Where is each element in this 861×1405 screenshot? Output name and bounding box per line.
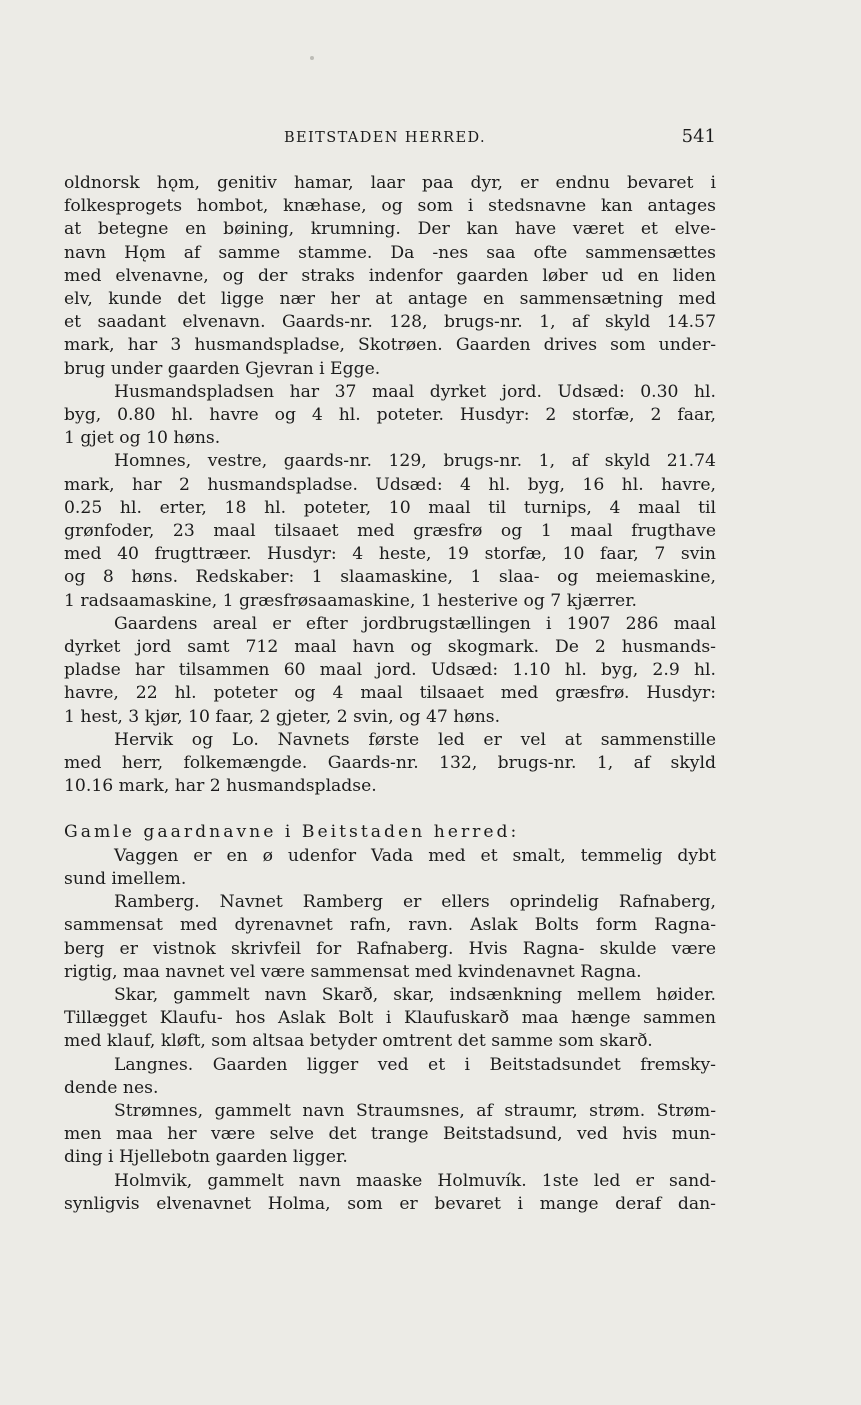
text-line: at betegne en bøining, krumning. Der kan have været et elve- — [64, 219, 716, 240]
text-line: med elvenavne, og der straks indenfor gaarden løber ud en liden — [64, 265, 716, 286]
text-line: 1 gjet og 10 høns. — [64, 428, 221, 449]
text-line: 1 hest, 3 kjør, 10 faar, 2 gjeter, 2 svin, og 47 høns. — [64, 706, 501, 727]
text-line: 10.16 mark, har 2 husmandspladse. — [64, 776, 377, 797]
text-line: men maa her være selve det trange Beitstadsund, ved hvis mun- — [64, 1124, 716, 1145]
text-line: Tillægget Klaufu- hos Aslak Bolt i Klaufuskarð maa hænge sammen — [64, 1008, 716, 1029]
text-line: navn Hǫm af samme stamme. Da -nes saa ofte sammensættes — [64, 242, 716, 263]
text-line: synligvis elvenavnet Holma, som er bevaret i mange deraf dan- — [64, 1193, 716, 1214]
ink-speck — [310, 56, 314, 60]
text-line: med klauf, kløft, som altsaa betyder omtrent det samme som skarð. — [64, 1031, 653, 1052]
text-line: sund imellem. — [64, 868, 187, 889]
text-line: dende nes. — [64, 1077, 159, 1098]
text-line: Husmandspladsen har 37 maal dyrket jord. Udsæd: 0.30 hl. — [114, 381, 716, 402]
text-line: elv, kunde det ligge nær her at antage en sammensætning med — [64, 289, 716, 310]
text-line: brug under gaarden Gjevran i Egge. — [64, 358, 381, 379]
text-line: pladse har tilsammen 60 maal jord. Udsæd: 1.10 hl. byg, 2.9 hl. — [64, 660, 716, 681]
text-line: Ramberg. Navnet Ramberg er ellers oprindelig Rafnaberg, — [114, 892, 716, 913]
section-heading: Gamle gaardnavne i Beitstaden herred: — [64, 822, 520, 843]
text-line: et saadant elvenavn. Gaards-nr. 128, brugs-nr. 1, af skyld 14.57 — [64, 312, 716, 333]
text-line: byg, 0.80 hl. havre og 4 hl. poteter. Husdyr: 2 storfæ, 2 faar, — [64, 405, 716, 426]
text-line: Hervik og Lo. Navnets første led er vel at sammenstille — [114, 729, 716, 750]
text-line: havre, 22 hl. poteter og 4 maal tilsaaet med græsfrø. Husdyr: — [64, 683, 716, 704]
text-line: dyrket jord samt 712 maal havn og skogmark. De 2 husmands- — [64, 637, 716, 658]
section-gap — [64, 798, 716, 821]
text-line: mark, har 2 husmandspladse. Udsæd: 4 hl. byg, 16 hl. havre, — [64, 474, 716, 495]
text-line: Vaggen er en ø udenfor Vada med et smalt, temmelig dybt — [114, 845, 716, 866]
text-line: Gaardens areal er efter jordbrugstællingen i 1907 286 maal — [114, 613, 716, 634]
text-line: folkesprogets hombot, knæhase, og som i stedsnavne kan antages — [64, 196, 716, 217]
text-line: Langnes. Gaarden ligger ved et i Beitstadsundet fremsky- — [114, 1054, 716, 1075]
text-line: mark, har 3 husmandspladse, Skotrøen. Gaarden drives som under- — [64, 335, 716, 356]
text-line: rigtig, maa navnet vel være sammensat med kvindenavnet Ragna. — [64, 961, 642, 982]
text-line: grønfoder, 23 maal tilsaaet med græsfrø og 1 maal frugthave — [64, 521, 716, 542]
text-line: ding i Hjellebotn gaarden ligger. — [64, 1147, 348, 1168]
header-title: BEITSTADEN HERRED. — [284, 130, 486, 146]
text-line: Strømnes, gammelt navn Straumsnes, af straumr, strøm. Strøm- — [114, 1100, 716, 1121]
text-line: berg er vistnok skrivfeil for Rafnaberg. Hvis Ragna- skulde være — [64, 938, 716, 959]
text-line: 0.25 hl. erter, 18 hl. poteter, 10 maal til turnips, 4 maal til — [64, 497, 716, 518]
running-header — [64, 126, 716, 150]
text-line: Homnes, vestre, gaards-nr. 129, brugs-nr. 1, af skyld 21.74 — [114, 451, 716, 472]
text-line: Skar, gammelt navn Skarð, skar, indsænkning mellem høider. — [114, 984, 716, 1005]
text-line: oldnorsk hǫm, genitiv hamar, laar paa dyr, er endnu bevaret i — [64, 173, 716, 193]
text-line: 1 radsaamaskine, 1 græsfrøsaamaskine, 1 hesterive og 7 kjærrer. — [64, 590, 638, 611]
body-text — [64, 172, 716, 1216]
page-number: 541 — [681, 126, 716, 147]
text-line: Holmvik, gammelt navn maaske Holmuvík. 1ste led er sand- — [114, 1170, 716, 1191]
text-line: med herr, folkemængde. Gaards-nr. 132, brugs-nr. 1, af skyld — [64, 753, 716, 774]
text-line: sammensat med dyrenavnet rafn, ravn. Aslak Bolts form Ragna- — [64, 915, 716, 936]
text-line: med 40 frugttræer. Husdyr: 4 heste, 19 storfæ, 10 faar, 7 svin — [64, 544, 716, 565]
text-line: og 8 høns. Redskaber: 1 slaamaskine, 1 slaa- og meiemaskine, — [64, 567, 716, 588]
